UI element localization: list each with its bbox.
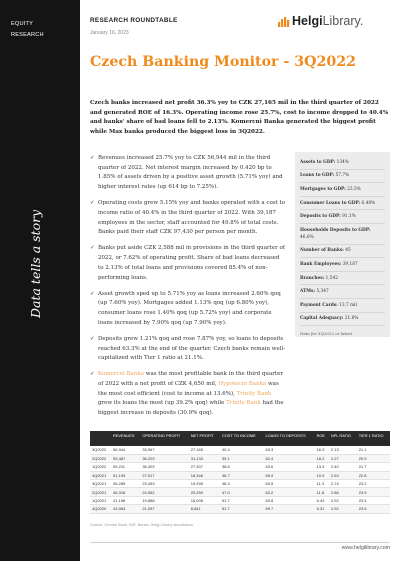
table-cell: 23.4 — [357, 496, 390, 504]
table-cell: 20.9 — [357, 454, 390, 462]
table-cell: 19,888 — [140, 496, 188, 504]
table-cell: 63.2 — [263, 488, 314, 496]
table-cell: 19,935 — [189, 480, 220, 488]
bullet-text: Revenues increased 25.7% yoy to CZK 56,944 mil in the third quarter of 2022. Net interest margin increased by 0.420 bp to 1.85% of assets driven by a positive asset growth (5.71% yoy) and higher interest rates (up 614 bp to 7.25%). — [98, 155, 283, 191]
table-cell: 27,307 — [189, 463, 220, 471]
stat-label: Capital Adequacy: — [300, 316, 344, 322]
table-period-cell: 3Q2021 — [90, 480, 111, 488]
stat-value: 57.7% — [335, 173, 350, 179]
table-header-cell: REVENUES — [111, 431, 140, 446]
table-row — [90, 480, 390, 488]
helgi-library-logo[interactable] — [277, 14, 363, 28]
table-cell: 31,133 — [189, 454, 220, 462]
check-icon: ✓ — [90, 155, 95, 161]
table-cell: 8,841 — [189, 505, 220, 513]
table-header-cell: ROE — [315, 431, 329, 446]
stat-row — [300, 313, 385, 327]
table-cell: 47.0 — [220, 488, 264, 496]
header-date: January 16, 2023 — [90, 30, 129, 36]
bullet-text: Asset growth sped up to 5.71% yoy as loans increased 2.60% qoq (up 7.60% yoy). Mortgages added 1.13% qoq (up 6.80% yoy), consumer loans rose 1.40% qoq (up 5.72% yoy) and corporate loans increased by 7.90% qoq (up 7.90% yoy). — [98, 290, 281, 326]
table-cell: 40.4 — [220, 446, 264, 454]
stat-value: 39,187 — [342, 261, 358, 267]
bank-link-trinity-2[interactable]: Trinity Bank — [226, 400, 261, 407]
stat-label: Bank Employees: — [300, 261, 342, 267]
stat-value: 13.7 mil — [339, 302, 357, 308]
table-period-cell: 4Q2020 — [90, 505, 111, 513]
stat-row — [300, 299, 385, 313]
header-label: RESEARCH ROUNDTABLE — [90, 17, 178, 24]
table-cell: 24,552 — [140, 488, 188, 496]
table-cell: 21.1 — [357, 446, 390, 454]
stat-value: 23.5% — [347, 186, 361, 192]
stat-label: Deposits to GDP: — [300, 214, 341, 220]
stat-value: 5,347 — [316, 289, 329, 295]
table-cell: 2.13 — [329, 446, 357, 454]
table-cell: 2.92 — [329, 496, 357, 504]
table-header-cell: NET PROFIT — [189, 431, 220, 446]
stat-label: Number of Banks: — [300, 248, 344, 254]
table-cell: 18.2 — [315, 454, 329, 462]
table-cell: 23,453 — [140, 480, 188, 488]
table-cell: 10.9 — [315, 471, 329, 479]
bank-link-hypotecni[interactable]: Hypotecni Banka — [218, 381, 267, 388]
footer-website-link[interactable]: www.helgilibrary.com — [341, 545, 390, 551]
stat-label: Loans to GDP: — [300, 173, 335, 179]
table-cell: 22.8 — [357, 471, 390, 479]
bank-link-komercni[interactable]: Komercni Banka — [98, 371, 144, 378]
table-cell: 63.8 — [263, 496, 314, 504]
stat-row — [300, 170, 385, 184]
table-row — [90, 454, 390, 462]
quarterly-results-table — [90, 431, 390, 514]
table-header-cell: TIER 1 RATIO — [357, 431, 390, 446]
stat-row — [300, 224, 385, 245]
table-cell: 45,285 — [111, 480, 140, 488]
table-row — [90, 488, 390, 496]
table-period-cell: 2Q2021 — [90, 488, 111, 496]
table-row — [90, 496, 390, 504]
table-header-cell: NPL RATIO — [329, 431, 357, 446]
table-period-cell: 4Q2021 — [90, 471, 111, 479]
table-cell: 23.9 — [357, 488, 390, 496]
table-header-row — [90, 431, 390, 446]
table-cell: 36,203 — [140, 454, 188, 462]
table-cell: 21,057 — [140, 505, 188, 513]
category-label — [11, 19, 44, 41]
bullet-text: was the most profitable bank in the third quarter of 2022 with a net profit of CZK 4,650 mil, — [98, 371, 283, 388]
stat-label: Households Deposits to GDP: — [300, 227, 371, 233]
table-cell: 18,346 — [189, 471, 220, 479]
stat-label: Branches: — [300, 275, 325, 281]
intro-paragraph: Czech banks increased net profit 36.3% yoy to CZK 27,165 mil in the third quarter of 2022 and generated ROE of 16.3%. Operating income rose 25.7%, cost to income dropped to 40.4% and banks' share of bad loans fell to 2.13%. Komercni Banka generated the biggest profit while Max banka produced the biggest loss in 3Q2022. — [90, 100, 389, 135]
table-cell: 51.7 — [220, 496, 264, 504]
table-cell: 2.40 — [329, 463, 357, 471]
table-cell: 2.27 — [329, 454, 357, 462]
stat-value: 45 — [345, 248, 351, 254]
stat-label: Payment Cards: — [300, 302, 338, 308]
table-cell: 23.6 — [357, 505, 390, 513]
table-cell: 41,198 — [111, 496, 140, 504]
table-cell: 13.3 — [315, 463, 329, 471]
table-row — [90, 505, 390, 513]
table-cell: 62.4 — [263, 454, 314, 462]
table-cell: 63.5 — [263, 480, 314, 488]
table-period-cell: 3Q2022 — [90, 446, 111, 454]
table-cell: 46,318 — [111, 488, 140, 496]
stat-label: Consumer Loans to GDP: — [300, 200, 361, 206]
stat-row — [300, 272, 385, 286]
table-cell: 2.74 — [329, 480, 357, 488]
logo-text-light: Library. — [322, 14, 364, 28]
bullet-item — [90, 370, 286, 419]
stat-row — [300, 210, 385, 224]
stat-row — [300, 183, 385, 197]
stats-note: Data for 3Q2022 or latest — [300, 331, 353, 337]
table-cell: 11.3 — [315, 480, 329, 488]
stat-label: ATMs: — [300, 289, 316, 295]
category-line-1: EQUITY — [11, 21, 34, 27]
bullet-item — [90, 290, 286, 329]
bullet-text: Deposits grew 1.21% qoq and rose 7.87% yoy, so loans to deposits reached 63.3% at the end of the quarter. Czech banks remain well-capitalized with Tier 1 ratio at 21.1%. — [98, 335, 286, 362]
table-cell: 63.3 — [263, 446, 314, 454]
table-cell: 2.92 — [329, 505, 357, 513]
table-row — [90, 446, 390, 454]
table-cell: 46.7 — [220, 471, 264, 479]
bullet-text: had the biggest increase in deposits (30.9% qoq). — [98, 400, 284, 417]
table-cell: 23.2 — [357, 480, 390, 488]
table-cell: 33,967 — [140, 446, 188, 454]
table-cell: 16.3 — [315, 446, 329, 454]
table-cell: 36,303 — [140, 463, 188, 471]
stat-value: 1,542 — [325, 275, 338, 281]
stat-value: 134% — [336, 159, 349, 165]
table-cell: 2.86 — [329, 488, 357, 496]
table-header-cell: COST TO INCOME — [220, 431, 264, 446]
tagline: Data tells a story — [28, 209, 43, 318]
table-period-cell: 2Q2022 — [90, 454, 111, 462]
table-cell: 59,487 — [111, 454, 140, 462]
stat-label: Mortgages to GDP: — [300, 186, 346, 192]
stat-value: 6.48% — [361, 200, 376, 206]
stat-row — [300, 258, 385, 272]
bar-chart-logo-icon — [277, 15, 290, 28]
table-cell: 63.6 — [263, 463, 314, 471]
stat-row — [300, 197, 385, 211]
table-row — [90, 463, 390, 471]
table-cell: 11.8 — [315, 488, 329, 496]
check-icon: ✓ — [90, 335, 95, 342]
bullet-text: grew its loans the most (up 39.2% qoq) while — [98, 400, 227, 407]
table-cell: 39.1 — [220, 454, 264, 462]
table-cell: 27,517 — [140, 471, 188, 479]
bullet-text: Operating costs grew 5.15% yoy and banks operated with a cost to income ratio of 40.4% in the third quarter of 2022. With 39,187 employees in the sector, staff accounted for 49.8% of total costs. Banks paid their staff CZK 97,430 per person per month. — [98, 200, 286, 236]
table-cell: 27,165 — [189, 446, 220, 454]
key-stats-box — [295, 152, 390, 337]
bullet-item — [90, 154, 286, 193]
stat-row — [300, 245, 385, 259]
bullet-item — [90, 335, 286, 364]
bullet-text: was the most cost efficient (cost to income at 13.6%), — [98, 381, 279, 397]
check-icon: ✓ — [90, 371, 95, 378]
check-icon: ✓ — [90, 245, 95, 252]
table-header-cell: LOANS TO DEPOSITS — [263, 431, 314, 446]
stat-row — [300, 285, 385, 299]
table-cell: 16,005 — [189, 496, 220, 504]
table-header-cell: OPERATING PROFIT — [140, 431, 188, 446]
table-cell: 5.31 — [315, 505, 329, 513]
table-cell: 2.53 — [329, 471, 357, 479]
table-cell: 65.9 — [263, 471, 314, 479]
table-cell: 51,193 — [111, 471, 140, 479]
table-period-cell: 1Q2022 — [90, 463, 111, 471]
stat-label: Assets to GDP: — [300, 159, 336, 165]
sidebar — [0, 0, 80, 561]
table-cell: 59,211 — [111, 463, 140, 471]
logo-text-bold: Helgi — [292, 14, 323, 28]
table-cell: 56,944 — [111, 446, 140, 454]
stat-value: 46.6% — [300, 234, 314, 240]
table-cell: 21.7 — [357, 463, 390, 471]
check-icon: ✓ — [90, 290, 95, 297]
table-header-cell — [90, 431, 111, 446]
table-cell: 43,563 — [111, 505, 140, 513]
table-cell: 20,259 — [189, 488, 220, 496]
table-row — [90, 471, 390, 479]
page-title: Czech Banking Monitor - 3Q2022 — [90, 54, 357, 70]
table-cell: 38.6 — [220, 463, 264, 471]
table-cell: 69.7 — [263, 505, 314, 513]
table-cell: 6.43 — [315, 496, 329, 504]
bullet-item — [90, 199, 286, 238]
table-source: Source: Central Bank, IMF, Banks, Helgi Library simulations — [90, 522, 193, 527]
logo-text — [292, 14, 363, 28]
stat-value: 91.1% — [342, 214, 356, 220]
bullet-list — [90, 154, 286, 425]
bullet-item — [90, 244, 286, 283]
stat-value: 21.8% — [344, 316, 359, 322]
table-cell: 48.3 — [220, 480, 264, 488]
bullet-text: Banks put aside CZK 2,588 mil in provisions in the third quarter of 2022, or 7.62% of operating profit. Share of bad loans decreased to 2.13% of total loans and provisions covered 85.4% of non-performing loans. — [98, 245, 285, 281]
table-period-cell: 1Q2021 — [90, 496, 111, 504]
footer-divider — [90, 542, 390, 543]
stat-row — [300, 156, 385, 170]
category-line-2: RESEARCH — [11, 32, 44, 38]
bank-link-trinity[interactable]: Trinity Bank — [236, 390, 272, 397]
table-cell: 51.7 — [220, 505, 264, 513]
check-icon: ✓ — [90, 200, 95, 207]
